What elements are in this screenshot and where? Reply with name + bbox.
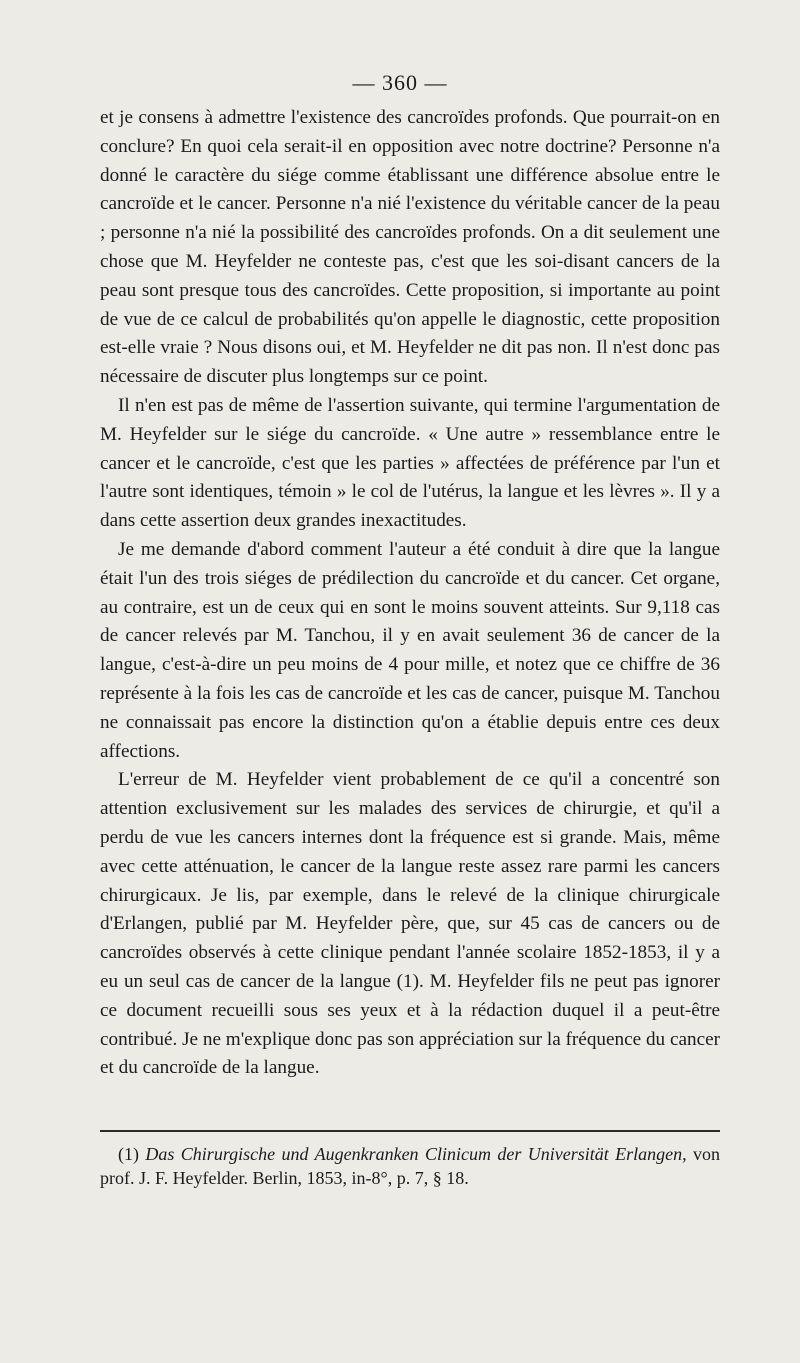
footnote-title: Das Chirurgische und Augenkranken Clinicum der Universität Erlangen,: [145, 1144, 687, 1164]
paragraph-1: et je consens à admettre l'existence des cancroïdes profonds. Que pourrait-on en conclure? En quoi cela serait-il en opposition avec notre doctrine? Personne n'a donné le caractère du siége comme établissant une différence absolue entre le cancroïde et le cancer. Personne n'a nié l'existence du véritable cancer de la peau ; personne n'a nié la possibilité des cancroïdes profonds. On a dit seulement une chose que M. Heyfelder ne conteste pas, c'est que les soi-disant cancers de la peau sont presque tous des cancroïdes. Cette proposition, si importante au point de vue de ce calcul de probabilités qu'on appelle le diagnostic, cette proposition est-elle vraie ? Nous disons oui, et M. Heyfelder ne dit pas non. Il n'est donc pas nécessaire de discuter plus longtemps sur ce point.: [100, 107, 720, 388]
footnote: [100, 1142, 720, 1190]
footnote-marker: (1): [118, 1144, 139, 1164]
paragraph-2: Il n'en est pas de même de l'assertion suivante, qui termine l'argumentation de M. Heyfelder sur le siége du cancroïde. « Une autre » ressemblance entre le cancer et le cancroïde, c'est que les parties » affectées de préférence par l'un et l'autre sont identiques, témoin » le col de l'utérus, la langue et les lèvres ». Il y a dans cette assertion deux grandes inexactitudes.: [100, 394, 720, 532]
paragraph-4: L'erreur de M. Heyfelder vient probablement de ce qu'il a concentré son attention exclusivement sur les malades des services de chirurgie, et qu'il a perdu de vue les cancers internes dont la fréquence est si grande. Mais, même avec cette atténuation, le cancer de la langue reste assez rare parmi les cancers chirurgicaux. Je lis, par exemple, dans le relevé de la clinique chirurgicale d'Erlangen, publié par M. Heyfelder père, que, sur 45 cas de cancers ou de cancroïdes observés à cette clinique pendant l'année scolaire 1852-1853, il y a eu un seul cas de cancer de la langue (1). M. Heyfelder fils ne peut pas ignorer ce document recueilli sous ses yeux et à la rédaction duquel il a peut-être contribué. Je ne m'explique donc pas son appréciation sur la fréquence du cancer et du cancroïde de la langue.: [100, 769, 720, 1079]
footnote-citation: von prof. J. F. Heyfelder. Berlin, 1853, in-8°, p. 7, § 18.: [100, 1144, 721, 1188]
body-text: [100, 104, 720, 1083]
footnote-divider: [100, 1130, 720, 1132]
paragraph-3: Je me demande d'abord comment l'auteur a été conduit à dire que la langue était l'un des trois siéges de prédilection du cancroïde et du cancer. Cet organe, au contraire, est un de ceux qui en sont le moins souvent atteints. Sur 9,118 cas de cancer relevés par M. Tanchou, il y en avait seulement 36 de cancer de la langue, c'est-à-dire un peu moins de 4 pour mille, et notez que ce chiffre de 36 représente à la fois les cas de cancroïde et les cas de cancer, puisque M. Tanchou ne connaissait pas encore la distinction qu'on a établie depuis entre ces deux affections.: [100, 538, 720, 762]
page-number: — 360 —: [352, 70, 448, 95]
